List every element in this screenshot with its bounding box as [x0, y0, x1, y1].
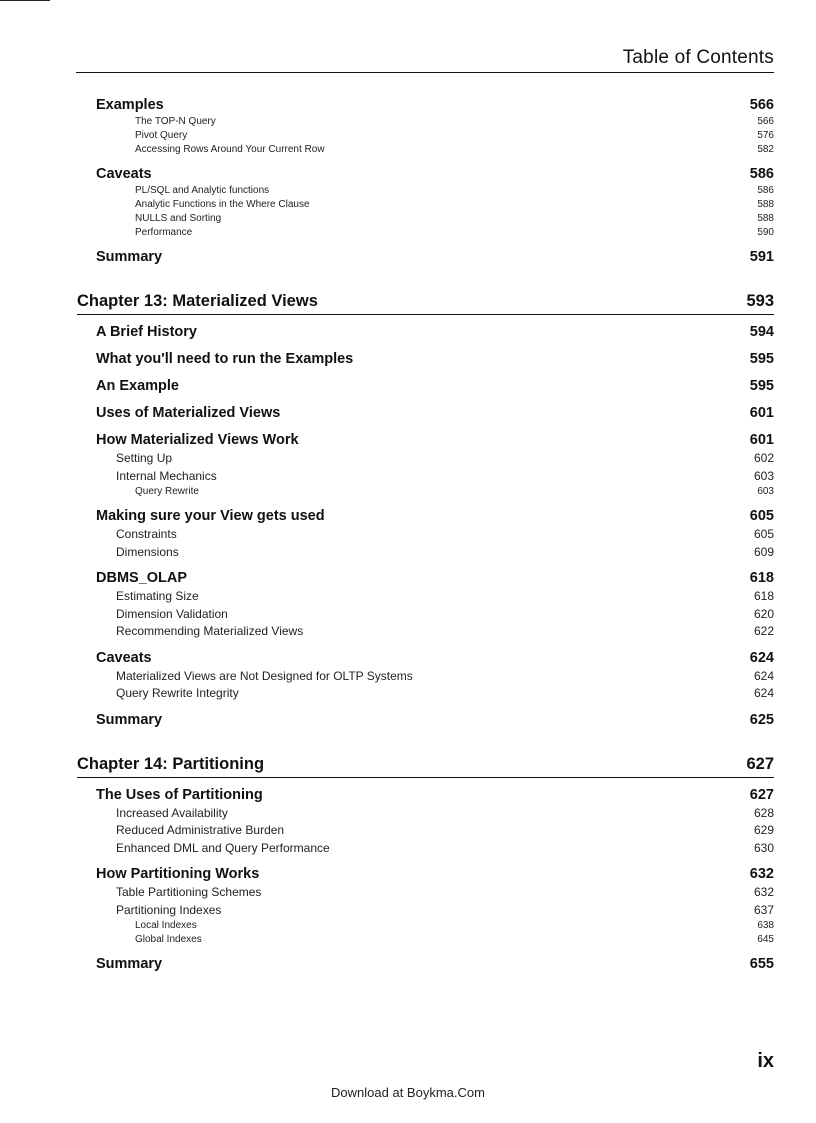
- toc-sub1-row: [77, 588, 774, 606]
- toc-entry-title: The Uses of Partitioning: [96, 786, 263, 803]
- toc-entry-page: 622: [753, 624, 774, 638]
- toc-entry-page: 638: [757, 920, 774, 931]
- toc-sub1-row: [77, 544, 774, 562]
- toc-sub2-row: [77, 485, 774, 499]
- toc-sub2-row: [77, 129, 774, 143]
- toc-sub2-row: [77, 919, 774, 933]
- toc-entry-title: Table Partitioning Schemes: [116, 885, 262, 899]
- toc-sub1-row: [77, 685, 774, 703]
- toc-entry-page: 624: [753, 686, 774, 700]
- toc-entry-title: Recommending Materialized Views: [116, 624, 304, 638]
- toc-section-row: [77, 710, 774, 730]
- toc-entry-page: 632: [749, 866, 774, 882]
- toc-entry-title: Partitioning Indexes: [116, 902, 222, 917]
- toc-entry-page: 588: [757, 213, 774, 224]
- toc-entry-page: 628: [753, 805, 774, 820]
- toc-entry-title: DBMS_OLAP: [96, 570, 188, 586]
- toc-entry-title: Examples: [96, 97, 164, 113]
- page-title: Table of Contents: [622, 47, 774, 68]
- toc-entry-title: Query Rewrite: [135, 486, 199, 497]
- toc-entry-title: Analytic Functions in the Where Clause: [135, 199, 310, 210]
- toc-entry-page: 630: [753, 840, 774, 855]
- toc-entry-page: 655: [749, 956, 774, 972]
- toc-sub1-row: [77, 526, 774, 544]
- footer-text: Download at Boykma.Com: [331, 1085, 485, 1100]
- toc-entry-page: 609: [753, 544, 774, 559]
- toc-entry-page: 588: [757, 199, 774, 210]
- toc-entry-title: Enhanced DML and Query Performance: [116, 840, 330, 855]
- toc-entry-title: Reduced Administrative Burden: [116, 823, 285, 837]
- corner-rule: [0, 0, 50, 1]
- toc-entry-title: PL/SQL and Analytic functions: [135, 185, 270, 196]
- toc-sub2-row: [77, 933, 774, 947]
- toc-entry-title: NULLS and Sorting: [135, 213, 222, 224]
- toc-entry-page: 627: [746, 754, 774, 773]
- toc-sub2-row: [77, 143, 774, 157]
- toc-entry-page: 595: [749, 351, 774, 367]
- toc-entry-page: 627: [749, 786, 774, 803]
- toc-sub2-row: [77, 184, 774, 198]
- toc-sub1-row: [77, 902, 774, 920]
- toc-chapter-row: [77, 289, 774, 315]
- toc-entry-page: 620: [753, 606, 774, 621]
- toc-entry-title: Global Indexes: [135, 934, 202, 945]
- toc-entry-title: Making sure your View gets used: [96, 508, 325, 524]
- toc-section-row: [77, 648, 774, 668]
- toc-entry-page: 595: [749, 378, 774, 394]
- toc-entry-title: Chapter 13: Materialized Views: [77, 292, 318, 310]
- toc-entry-page: 591: [749, 249, 774, 265]
- toc-sub1-row: [77, 606, 774, 624]
- toc-entry-page: 632: [753, 885, 774, 899]
- toc-entry-title: An Example: [96, 378, 179, 394]
- toc-entry-page: 601: [749, 405, 774, 421]
- toc-entry-title: Summary: [96, 956, 163, 972]
- toc-entry-title: How Partitioning Works: [96, 866, 260, 882]
- toc-entry-title: Caveats: [96, 166, 152, 182]
- toc-entry-title: The TOP-N Query: [135, 116, 216, 127]
- toc-section-row: [77, 376, 774, 396]
- toc-entry-title: Summary: [96, 249, 163, 265]
- toc-section-row: [77, 349, 774, 369]
- toc-entry-page: 624: [753, 668, 774, 683]
- toc-sub2-row: [77, 115, 774, 129]
- toc-entry-page: 590: [757, 227, 774, 238]
- toc-section-row: [77, 403, 774, 423]
- toc-entry-title: Internal Mechanics: [116, 468, 217, 483]
- toc-entry-title: How Materialized Views Work: [96, 432, 299, 448]
- toc-entry-title: Pivot Query: [135, 130, 188, 141]
- toc-sub1-row: [77, 468, 774, 486]
- toc-section-row: [77, 954, 774, 974]
- toc-section-row: [77, 247, 774, 267]
- toc-entry-page: 566: [749, 97, 774, 113]
- toc-entry-page: 603: [757, 486, 774, 497]
- toc-entry-page: 629: [753, 823, 774, 837]
- toc-sub1-row: [77, 884, 774, 902]
- toc-entry-page: 625: [749, 711, 774, 728]
- toc-entry-title: What you'll need to run the Examples: [96, 351, 354, 367]
- toc-chapter-row: [77, 752, 774, 778]
- toc-entry-title: Query Rewrite Integrity: [116, 686, 239, 700]
- toc-entry-page: 566: [757, 116, 774, 127]
- toc-sub1-row: [77, 822, 774, 840]
- toc-entry-title: Performance: [135, 227, 193, 238]
- toc-section-row: [77, 322, 774, 342]
- toc-sub2-row: [77, 198, 774, 212]
- toc-entry-page: 576: [757, 130, 774, 141]
- toc-sub1-row: [77, 623, 774, 641]
- table-of-contents: [77, 95, 774, 974]
- toc-sub1-row: [77, 840, 774, 858]
- toc-section-row: [77, 864, 774, 884]
- toc-entry-title: Local Indexes: [135, 920, 197, 931]
- toc-entry-title: Constraints: [116, 527, 177, 541]
- toc-entry-page: 645: [757, 934, 774, 945]
- toc-entry-page: 605: [753, 527, 774, 541]
- toc-entry-page: 618: [749, 570, 774, 586]
- toc-entry-title: Dimensions: [116, 544, 179, 559]
- toc-entry-title: Chapter 14: Partitioning: [77, 754, 265, 773]
- toc-section-row: [77, 95, 774, 115]
- toc-entry-page: 605: [749, 508, 774, 524]
- toc-section-row: [77, 506, 774, 526]
- toc-entry-title: Increased Availability: [116, 805, 228, 820]
- toc-entry-page: 601: [749, 432, 774, 448]
- toc-sub2-row: [77, 226, 774, 240]
- page-header: [76, 46, 774, 73]
- toc-entry-title: Accessing Rows Around Your Current Row: [135, 144, 325, 155]
- toc-entry-page: 586: [757, 185, 774, 196]
- toc-entry-page: 637: [753, 902, 774, 917]
- toc-entry-title: Uses of Materialized Views: [96, 405, 281, 421]
- toc-section-row: [77, 164, 774, 184]
- toc-entry-title: Dimension Validation: [116, 606, 228, 621]
- toc-entry-title: Summary: [96, 711, 163, 728]
- toc-section-row: [77, 430, 774, 450]
- toc-entry-page: 582: [757, 144, 774, 155]
- toc-entry-page: 618: [753, 589, 774, 603]
- toc-sub1-row: [77, 450, 774, 468]
- toc-section-row: [77, 568, 774, 588]
- toc-section-row: [77, 785, 774, 805]
- toc-entry-page: 593: [746, 292, 774, 310]
- toc-entry-page: 602: [753, 451, 774, 465]
- toc-sub1-row: [77, 805, 774, 823]
- toc-entry-title: A Brief History: [96, 324, 197, 340]
- toc-entry-page: 594: [749, 324, 774, 340]
- toc-entry-title: Setting Up: [116, 451, 173, 465]
- toc-entry-title: Caveats: [96, 649, 152, 666]
- toc-sub1-row: [77, 668, 774, 686]
- toc-entry-page: 624: [749, 649, 774, 666]
- toc-entry-title: Materialized Views are Not Designed for OLTP Systems: [116, 668, 413, 683]
- page-number: ix: [757, 1050, 774, 1072]
- toc-sub2-row: [77, 212, 774, 226]
- toc-entry-page: 603: [753, 468, 774, 483]
- toc-entry-page: 586: [749, 166, 774, 182]
- toc-entry-title: Estimating Size: [116, 589, 199, 603]
